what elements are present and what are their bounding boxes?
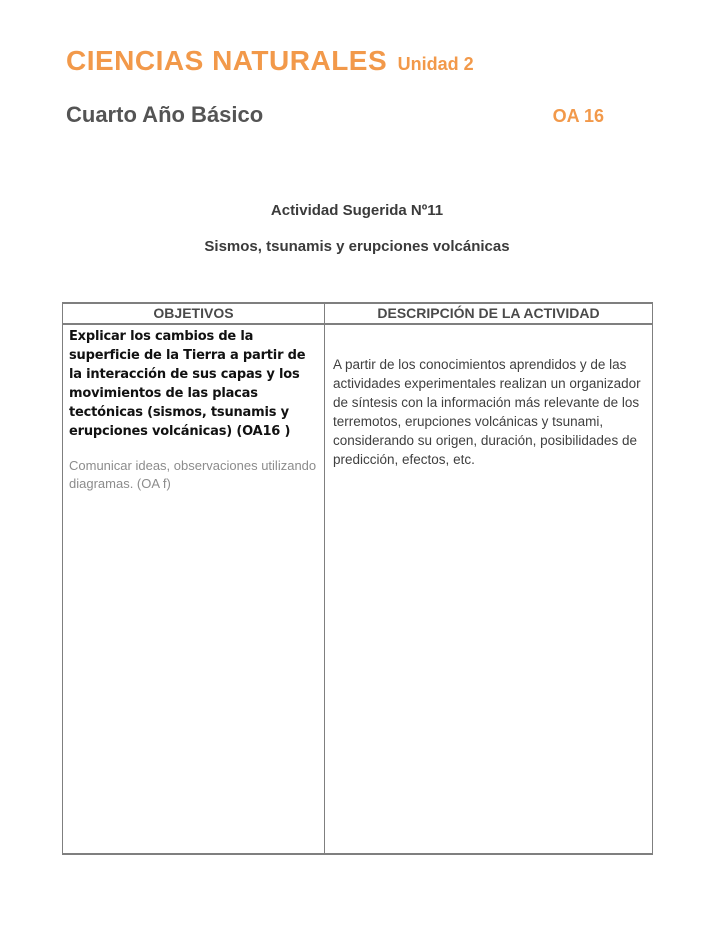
subtitle-row: [66, 102, 604, 128]
description-column-header: DESCRIPCIÓN DE LA ACTIVIDAD: [325, 303, 653, 324]
course-title: CIENCIAS NATURALES: [66, 45, 388, 76]
oa-code-badge: OA 16: [552, 106, 604, 126]
table-header-row: [63, 303, 653, 324]
objective-secondary-text: Comunicar ideas, observaciones utilizando diagramas. (OA f): [69, 458, 317, 491]
document-title: [66, 46, 652, 81]
objectives-column-header: OBJETIVOS: [63, 303, 325, 324]
activity-title: Actividad Sugerida Nº11: [270, 202, 444, 219]
activity-subtitle: Sismos, tsunamis y erupciones volcánicas: [204, 238, 510, 255]
activity-description-text: A partir de los conocimientos aprendidos y de las actividades experimentales realizan un organizador de síntesis con la información más relevante de los terremotos, erupciones volcánicas y tsunami, considerando su origen, duración, posibilidades de predicción, efectos, etc.: [333, 357, 641, 467]
unit-label: Unidad 2: [397, 54, 474, 74]
table-row: [63, 324, 653, 854]
grade-level-subtitle: Cuarto Año Básico: [66, 102, 264, 127]
objective-main-text: Explicar los cambios de la superficie de la Tierra a partir de la interacción de sus capas y los movimientos de las placas tectónicas (sismos, tsunamis y erupciones volcánicas) (OA16 ): [69, 329, 306, 439]
objectives-cell: [63, 324, 325, 854]
description-cell: [325, 324, 653, 854]
activity-table: [62, 302, 653, 855]
